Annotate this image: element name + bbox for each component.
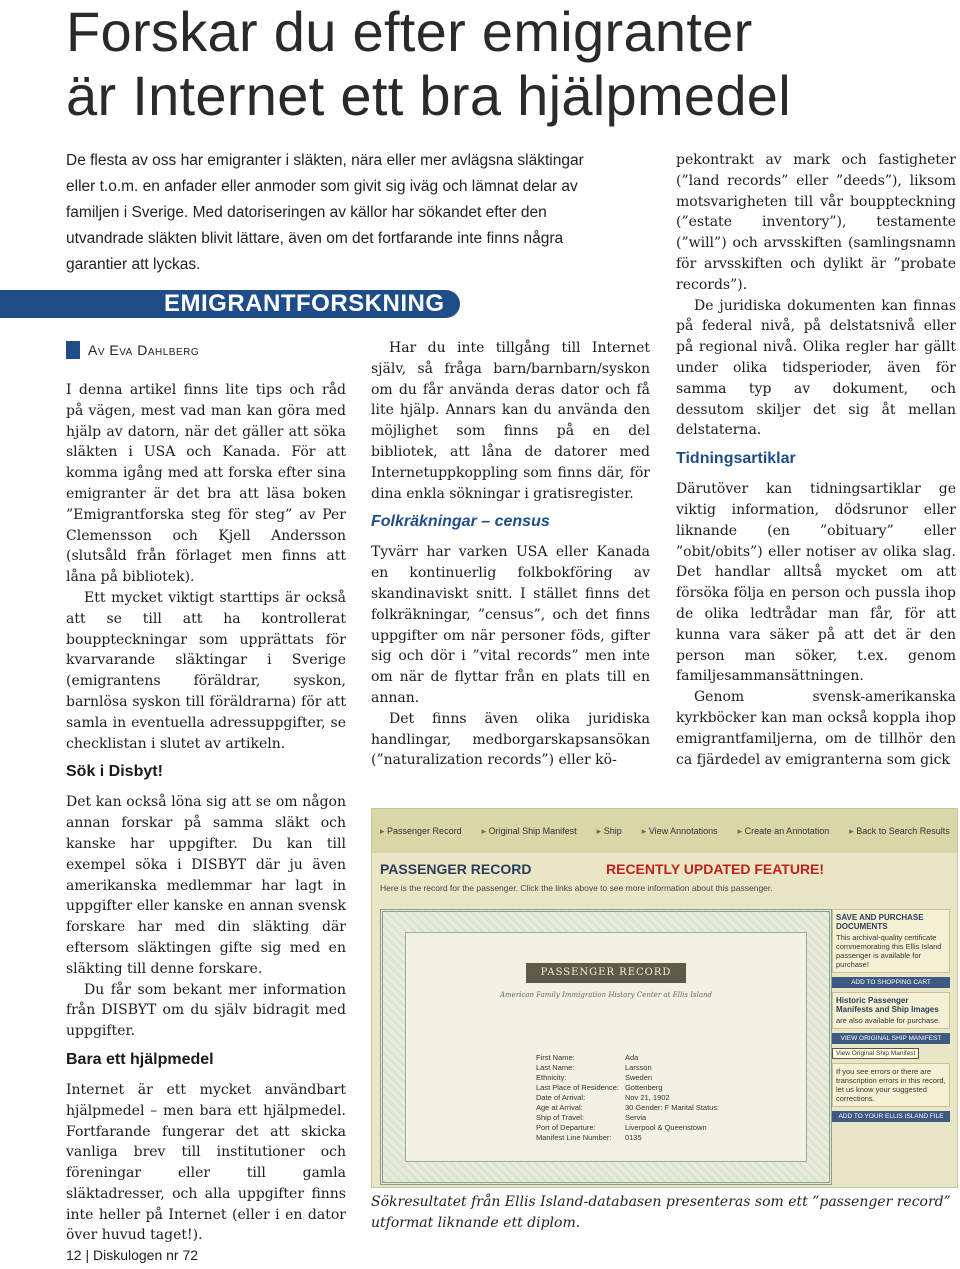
field-value: Sweden bbox=[624, 1073, 653, 1082]
column-2 bbox=[371, 338, 650, 771]
field-label: Last Place of Residence: bbox=[536, 1083, 619, 1092]
field-label: Ethnicity: bbox=[536, 1073, 567, 1082]
section-label: EMIGRANTFORSKNING bbox=[164, 290, 445, 317]
figure-nav-item: ▸ Back to Search Results bbox=[849, 826, 950, 837]
certificate-inner bbox=[405, 932, 807, 1162]
passenger-record-screenshot bbox=[371, 808, 958, 1188]
field-value: Servia bbox=[624, 1113, 647, 1122]
title-line-1: Forskar du efter emigranter bbox=[66, 0, 753, 63]
paragraph: Det kan också löna sig att se om någon annan forskar på samma släkt och kanske har uppgifter. Du kan till exempel söka i DISBYT där ju även amerikanska medlemmar har lagt in uppgifter eller kanske en annan svensk forskare har med din släkting där eftersom släktingen gifte sig med en släkting till denne forskare. bbox=[66, 794, 346, 977]
title-line-2: är Internet ett bra hjälpmedel bbox=[66, 64, 791, 127]
add-to-file-button: ADD TO YOUR ELLIS ISLAND FILE bbox=[832, 1111, 950, 1122]
sidebar-text: If you see errors or there are transcription errors in this record, let us know your suggested corrections. bbox=[836, 1067, 946, 1103]
tooltip: View Original Ship Manifest bbox=[832, 1048, 919, 1059]
paragraph: De juridiska dokumenten kan finnas på federal nivå, på delstatsnivå eller på regional nivå. Olika regler har gällt under olika tidsperioder, även för samma typ av dokument, och dessutom skiljer det sig åt mellan delstaterna. bbox=[676, 297, 956, 439]
figure-nav-item: ▸ View Annotations bbox=[642, 826, 718, 837]
subheading-folkrakningar: Folkräkningar – census bbox=[371, 513, 550, 531]
sidebar-block bbox=[832, 909, 950, 973]
column-3 bbox=[676, 150, 956, 770]
figure-heading: PASSENGER RECORD bbox=[380, 861, 532, 877]
field-label: First Name: bbox=[536, 1053, 575, 1062]
paragraph: Tyvärr har varken USA eller Kanada en kontinuerlig folkbokföring av skandinaviskt snitt. I stället finns det folkräkningar, ”census”, och det finns uppgifter om när personer föds, gifter sig och dör i ”vital records” men inte om när de flyttar från en plats till en annan. bbox=[371, 544, 650, 706]
field-value: Nov 21, 1902 bbox=[624, 1093, 670, 1102]
paragraph: Genom svensk-amerikanska kyrkböcker kan man också koppla ihop emigrantfamiljerna, om de tillhör den ca fjärdedel av emigranterna som gick bbox=[676, 689, 956, 768]
field-value: Gottenberg bbox=[624, 1083, 663, 1092]
byline-marker bbox=[66, 341, 80, 359]
figure-nav-item: ▸ Passenger Record bbox=[380, 826, 462, 837]
lead-paragraph: De flesta av oss har emigranter i släkten, nära eller mer avlägsna släktingar eller t.o.m. en anfader eller anmoder som givit sig iväg och lämnat delar av familjen i Sverige. Med datoriseringen av källor har sökandet efter den utvandrade släkten blivit lättare, även om det fortfarande inte finns några garantier att lyckas. bbox=[66, 152, 584, 273]
sidebar-block bbox=[832, 1063, 950, 1107]
subheading-sok-i-disbyt: Sök i Disbyt! bbox=[66, 763, 163, 781]
byline bbox=[66, 340, 199, 360]
certificate-caption: American Family Immigration History Center at Ellis Island bbox=[499, 991, 712, 999]
view-manifest-button: VIEW ORIGINAL SHIP MANIFEST bbox=[832, 1033, 950, 1044]
page-footer: 12 | Diskulogen nr 72 bbox=[66, 1247, 199, 1263]
field-label: Age at Arrival: bbox=[536, 1103, 583, 1112]
figure-nav-item: ▸ Original Ship Manifest bbox=[482, 826, 577, 837]
sidebar-title: Historic Passenger Manifests and Ship Images bbox=[836, 996, 939, 1014]
sidebar-block bbox=[832, 992, 950, 1029]
paragraph: Ett mycket viktigt starttips är också att se till att ha kontrollerat bouppteckningar som upprättats för kvarvarande släktingar i Sverige (emigrantens föräldrar, syskon, barnlösa syskon till föräldrarna) för att samla in eventuella adressuppgifter, se checklistan i slutet av artikeln. bbox=[66, 589, 346, 752]
field-value: 30 Gender: F Marital Status: bbox=[624, 1103, 720, 1112]
column-1 bbox=[66, 380, 346, 1246]
figure-nav-item: ▸ Ship bbox=[597, 826, 622, 837]
paragraph: pekontrakt av mark och fastigheter (”land records” eller ”deeds”), liksom motsvarigheten till vår bouppteckning (”estate inventory”), testamente (”will”) och arvsskiften (samlingsnamn för arvsskiften och dylikt är ”probate records”). bbox=[676, 152, 956, 293]
certificate-fields bbox=[536, 1053, 725, 1143]
figure-nav-item: ▸ Create an Annotation bbox=[738, 826, 830, 837]
subheading-tidningsartiklar: Tidningsartiklar bbox=[676, 450, 796, 468]
certificate-title: PASSENGER RECORD bbox=[526, 963, 686, 983]
paragraph: Du får som bekant mer information från DISBYT om du själv bidragit med uppgifter. bbox=[66, 981, 346, 1040]
paragraph: Det finns även olika juridiska handlingar, medborgarskapsansökan (”naturalization records”) eller kö- bbox=[371, 710, 650, 769]
figure-badge: RECENTLY UPDATED FEATURE! bbox=[606, 861, 825, 877]
figure-subtext: Here is the record for the passenger. Click the links above to see more information about this passenger. bbox=[380, 883, 773, 893]
paragraph: Har du inte tillgång till Internet själv, så fråga barn/barnbarn/syskon om du får använda deras dator och få lite hjälp. Annars kan du använda den möjlighet som finns på en del bibliotek, att låna de datorer med Internetuppkoppling som finns där, för dina enkla sökningar i gratisregister. bbox=[371, 340, 650, 502]
field-label: Port of Departure: bbox=[536, 1123, 596, 1132]
field-label: Manifest Line Number: bbox=[536, 1133, 612, 1142]
paragraph: I denna artikel finns lite tips och råd på vägen, mest vad man kan göra med hjälp av datorn, när det gäller att söka släkten i USA och Kanada. För att komma igång med att forska efter sina emigranter är det bra att läsa boken ”Emigrantforska steg för steg” av Per Clemensson och Kjell Andersson (slutsåld från förlaget men finns att låna på bibliotek). bbox=[66, 382, 346, 586]
add-to-cart-button: ADD TO SHOPPING CART bbox=[832, 977, 950, 988]
figure-caption: Sökresultatet från Ellis Island-databasen presenteras som ett ”passenger record” utformat liknande ett diplom. bbox=[371, 1194, 951, 1231]
paragraph: Internet är ett mycket användbart hjälpmedel – men bara ett hjälpmedel. Fortfarande fungerar det att skicka vanliga brev till institutioner och föreningar eller till gamla släktadresser, och alla uppgifter finns inte heller på Internet (eller i en dator över huvud taget!). bbox=[66, 1081, 346, 1244]
sidebar-text: are also available for purchase. bbox=[836, 1016, 941, 1025]
field-value: Larsson bbox=[624, 1063, 652, 1072]
byline-text: Av Eva Dahlberg bbox=[88, 342, 200, 358]
section-banner bbox=[0, 290, 460, 318]
field-value: Ada bbox=[624, 1053, 639, 1062]
figure-sidebar bbox=[832, 909, 950, 1179]
field-label: Last Name: bbox=[536, 1063, 575, 1072]
subheading-bara-ett-hjalpmedel: Bara ett hjälpmedel bbox=[66, 1050, 214, 1068]
field-value: 0135 bbox=[624, 1133, 642, 1142]
article-title bbox=[66, 0, 946, 128]
figure-nav-bar bbox=[372, 809, 958, 853]
field-value: Liverpool & Queenstown bbox=[624, 1123, 707, 1132]
field-label: Date of Arrival: bbox=[536, 1093, 586, 1102]
paragraph: Därutöver kan tidningsartiklar ge viktig information, dödsrunor eller liknande (en ”obituary” eller ”obit/obits”) eller notiser av olika slag. Det handlar alltså mycket om att försöka följa en person och pussla ihop de olika ledtrådar man får, för att kunna vara säker på att det är den person man söker, t.ex. genom familjesammansättningen. bbox=[676, 481, 956, 685]
certificate bbox=[380, 909, 832, 1185]
sidebar-title: SAVE AND PURCHASE DOCUMENTS bbox=[836, 913, 924, 931]
field-label: Ship of Travel: bbox=[536, 1113, 584, 1122]
sidebar-text: This archival-quality certificate commemorating this Ellis Island passenger is available for purchase! bbox=[836, 933, 942, 969]
